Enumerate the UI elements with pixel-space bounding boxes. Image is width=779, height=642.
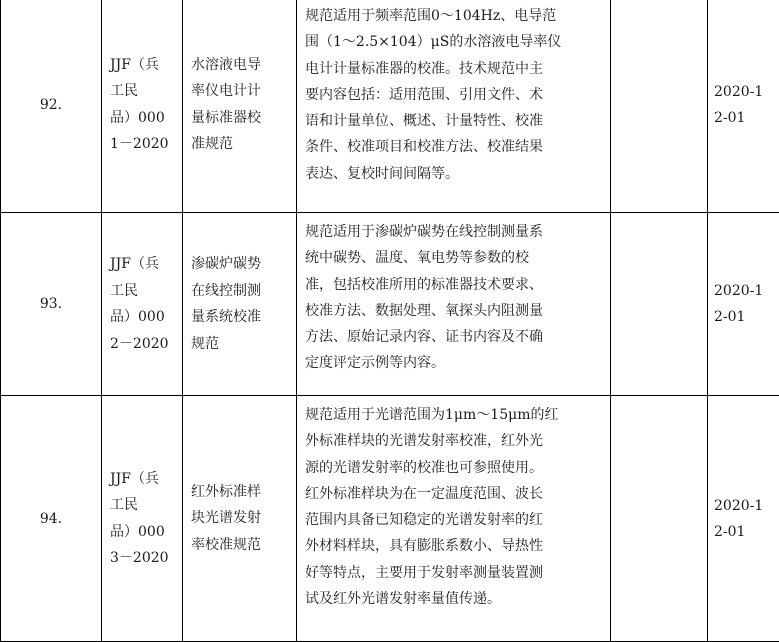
table-row [1,396,779,642]
standard-code: JJF（兵 工民 品）000 3－2020 [102,396,183,642]
row-number: 94. [1,396,102,642]
effective-date: 2020-1 2-01 [708,0,779,213]
effective-date: 2020-1 2-01 [708,213,779,396]
effective-date: 2020-1 2-01 [708,396,779,642]
standard-description: 规范适用于渗碳炉碳势在线控制测量系 统中碳势、温度、氧电势等参数的校 准，包括校准所用的标准器技术要求、 校准方法、数据处理、氧探头内阻测量 方法、原始记录内容、证书内容及不确 定度评定示例等内容。 [297,213,611,396]
empty-cell [611,213,708,396]
empty-cell [611,0,708,213]
row-number: 92. [1,0,102,213]
standard-description: 规范适用于频率范围0～104Hz、电导范 围（1～2.5×104）μS的水溶液电导率仪 电计计量标准器的校准。技术规范中主 要内容包括：适用范围、引用文件、术 语和计量单位、概述、计量特性、校准 条件、校准项目和校准方法、校准结果 表达、复校时间间隔等。 [297,0,611,213]
standard-name: 渗碳炉碳势 在线控制测 量系统校准 规范 [183,213,297,396]
standard-name: 水溶液电导 率仪电计计 量标准器校 准规范 [183,0,297,213]
row-number: 93. [1,213,102,396]
standard-description: 规范适用于光谱范围为1μm～15μm的红 外标准样块的光谱发射率校准，红外光 源的光谱发射率的校准也可参照使用。 红外标准样块为在一定温度范围、波长 范围内具备已知稳定的光谱发射率的红 外材料样块，具有膨胀系数小、导热性 好等特点，主要用于发射率测量装置测 试及红外光谱发射率量值传递。 [297,396,611,642]
table-row [1,0,779,213]
table-row [1,213,779,396]
standard-code: JJF（兵 工民 品）000 2－2020 [102,213,183,396]
standard-name: 红外标准样 块光谱发射 率校准规范 [183,396,297,642]
standard-code: JJF（兵 工民 品）000 1－2020 [102,0,183,213]
empty-cell [611,396,708,642]
